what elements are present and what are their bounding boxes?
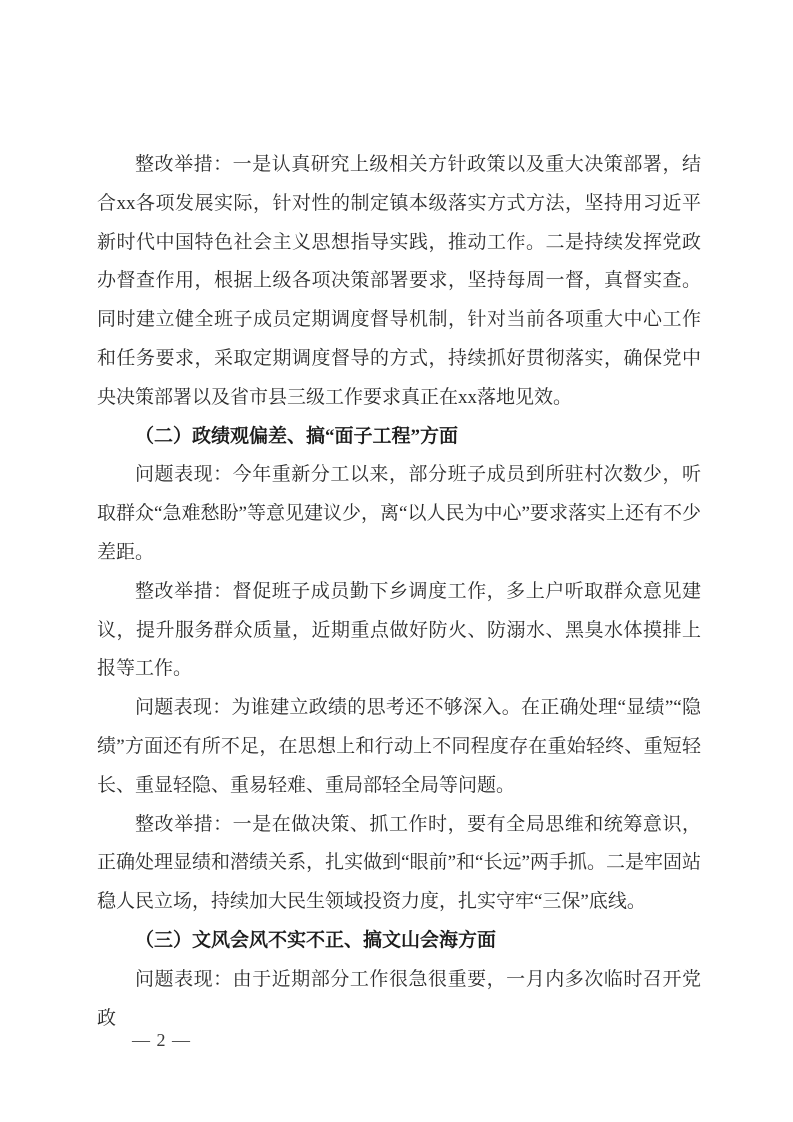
paragraph-problem-2: 问题表现：为谁建立政绩的思考还不够深入。在正确处理“显绩”“隐绩”方面还有所不足，在思想上和行动上不同程度存在重始轻终、重短轻长、重显轻隐、重易轻难、重局部轻全局等问题。: [97, 697, 701, 796]
document-body: [97, 146, 701, 1038]
paragraph-rectification-3: 整改举措：一是在做决策、抓工作时，要有全局思维和统筹意识，正确处理显绩和潜绩关系，扎实做到“眼前”和“长远”两手抓。二是牢固站稳人民立场，持续加大民生领域投资力度，扎实守牢“三保”底线。: [97, 813, 701, 913]
paragraph-rectification-2: 整改举措：督促班子成员勤下乡调度工作，多上户听取群众意见建议，提升服务群众质量，近期重点做好防火、防溺水、黑臭水体摸排上报等工作。: [97, 580, 701, 680]
paragraph-rectification-1: 整改举措：一是认真研究上级相关方针政策以及重大决策部署，结合xx各项发展实际，针对性的制定镇本级落实方式方法，坚持用习近平新时代中国特色社会主义思想指导实践，推动工作。二是持续发挥党政办督查作用，根据上级各项决策部署要求，坚持每周一督，真督实查。同时建立健全班子成员定期调度督导机制，针对当前各项重大中心工作和任务要求，采取定期调度督导的方式，持续抓好贯彻落实，确保党中央决策部署以及省市县三级工作要求真正在xx落地见效。: [97, 154, 701, 408]
paragraph-problem-1: 问题表现：今年重新分工以来，部分班子成员到所驻村次数少，听取群众“急难愁盼”等意见建议少，离“以人民为中心”要求落实上还有不少差距。: [97, 464, 701, 563]
section-heading-3: （三）文风会风不实不正、搞文山会海方面: [135, 929, 497, 951]
paragraph-problem-3: 问题表现：由于近期部分工作很急很重要，一月内多次临时召开党政: [97, 968, 701, 1029]
page-number: — 2 —: [132, 1030, 191, 1050]
section-heading-2: （二）政绩观偏差、搞“面子工程”方面: [135, 425, 459, 447]
